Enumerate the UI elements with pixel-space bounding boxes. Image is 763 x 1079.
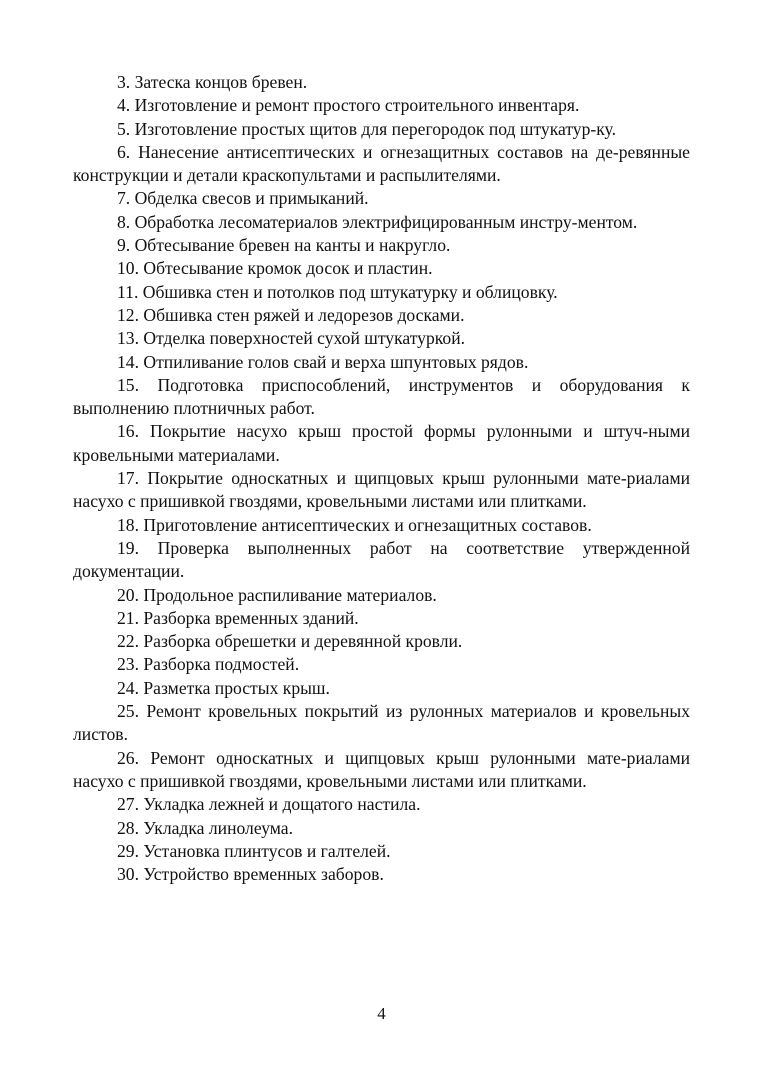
list-item: 27. Укладка лежней и дощатого настила.: [117, 794, 421, 815]
list-item: 21. Разборка временных зданий.: [117, 607, 359, 628]
list-item: 12. Обшивка стен ряжей и ледорезов досками.: [117, 304, 465, 325]
list-item: 20. Продольное распиливание материалов.: [117, 584, 437, 605]
list-item: 23. Разборка подмостей.: [117, 654, 300, 675]
list-item: 10. Обтесывание кромок досок и пластин.: [117, 258, 433, 279]
list-item: 9. Обтесывание бревен на канты и накругло.: [117, 235, 451, 256]
list-item: 19. Проверка выполненных работ на соответствие утвержденной документации.: [73, 537, 690, 582]
list-item: 24. Разметка простых крыш.: [117, 677, 330, 698]
list-item: 16. Покрытие насухо крыш простой формы рулонными и штуч-ными кровельными материалами.: [73, 421, 690, 465]
page-number: 4: [377, 1004, 386, 1023]
list-item: 8. Обработка лесоматериалов электрифицированным инстру-ментом.: [117, 211, 638, 232]
list-item: 13. Отделка поверхностей сухой штукатуркой.: [117, 328, 466, 349]
list-item: 26. Ремонт односкатных и щипцовых крыш рулонными мате-риалами насухо с пришивкой гвоздями, кровельными листами или плитками.: [73, 747, 690, 791]
list-item: 18. Приготовление антисептических и огнезащитных составов.: [117, 514, 592, 535]
list-item: 29. Установка плинтусов и галтелей.: [117, 840, 391, 861]
list-item: 11. Обшивка стен и потолков под штукатурку и облицовку.: [117, 281, 558, 302]
list-item: 7. Обделка свесов и примыканий.: [117, 188, 369, 209]
list-item: 14. Отпиливание голов свай и верха шпунтовых рядов.: [117, 351, 529, 372]
list-item: 17. Покрытие односкатных и щипцовых крыш рулонными мате-риалами насухо с пришивкой гвоздями, кровельными листами или плитками.: [73, 468, 690, 512]
list-item: 30. Устройство временных заборов.: [117, 864, 384, 885]
list-item: 15. Подготовка приспособлений, инструментов и оборудования к выполнению плотничных работ.: [73, 374, 690, 419]
list-item: 4. Изготовление и ремонт простого строительного инвентаря.: [117, 95, 580, 116]
list-item: 22. Разборка обрешетки и деревянной кровли.: [117, 631, 463, 652]
list-item: 28. Укладка линолеума.: [117, 817, 293, 838]
list-item: 3. Затеска концов бревен.: [117, 72, 308, 92]
list-item: 25. Ремонт кровельных покрытий из рулонных материалов и кровельных листов.: [73, 701, 690, 745]
document-body: [73, 71, 690, 886]
list-item: 6. Нанесение антисептических и огнезащитных составов на де-ревянные конструкции и детали краскопультами и распылителями.: [73, 141, 690, 186]
list-item: 5. Изготовление простых щитов для перегородок под штукатур-ку.: [117, 118, 616, 139]
